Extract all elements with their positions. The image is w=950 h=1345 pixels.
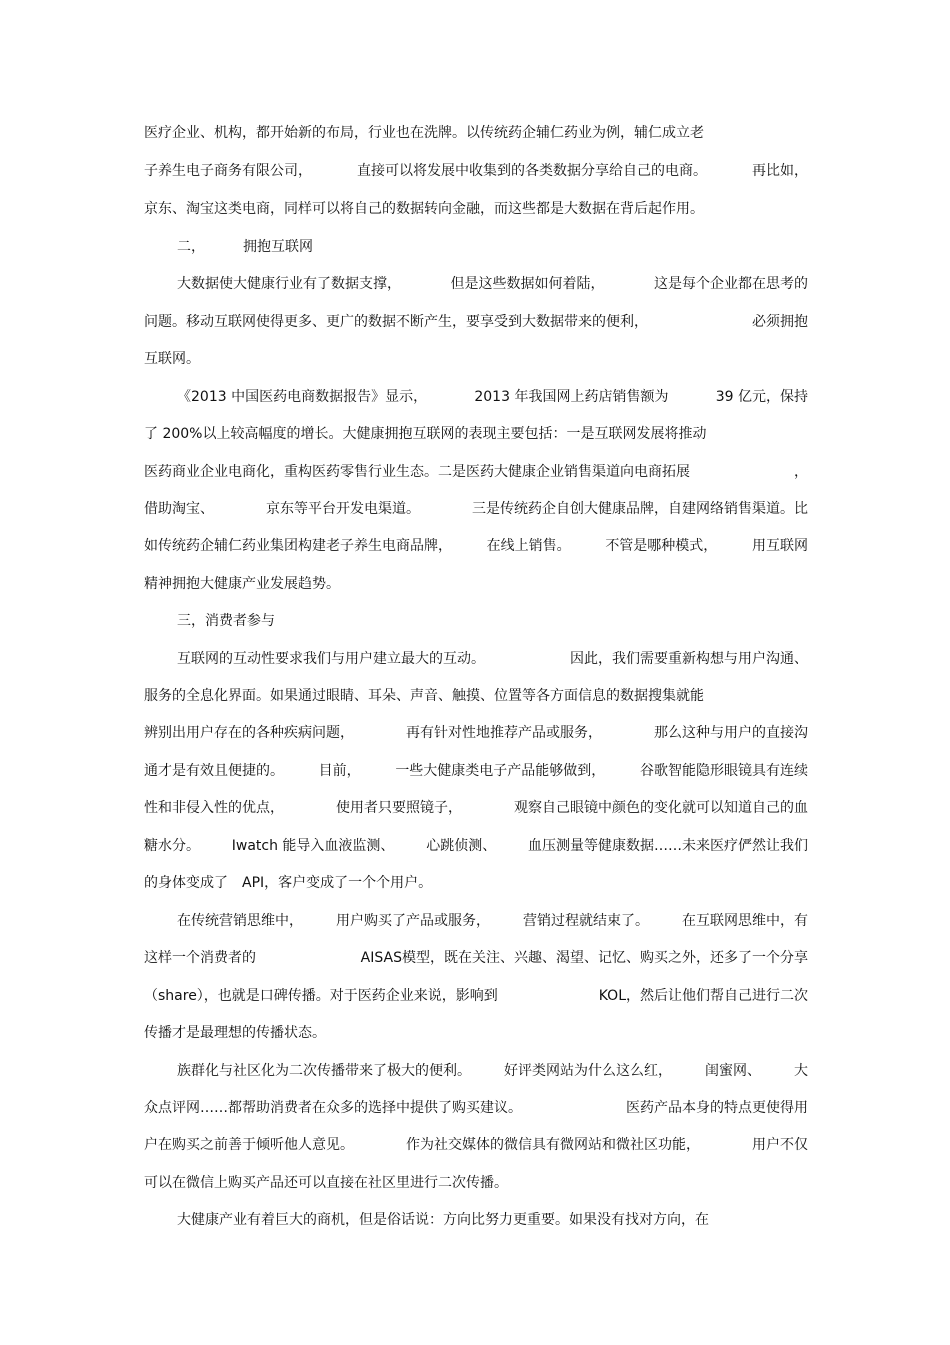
text-line: 辨别出用户存在的各种疾病问题， 再有针对性地推荐产品或服务， 那么这种与用户的直接沟 [144, 725, 808, 741]
section-heading: 三，消费者参与 [177, 613, 275, 629]
text-line: 京东、淘宝这类电商，同样可以将自己的数据转向金融，而这些都是大数据在背后起作用。 [144, 201, 704, 217]
text-line: 子养生电子商务有限公司， 直接可以将发展中收集到的各类数据分享给自己的电商。 再比如， [144, 163, 808, 179]
text-line: （share），也就是口碑传播。对于医药企业来说，影响到 KOL，然后让他们帮自己进行二次 [144, 988, 808, 1004]
text-line: 互联网。 [144, 351, 200, 367]
text-line: 传播才是最理想的传播状态。 [144, 1025, 326, 1041]
text-line: 性和非侵入性的优点， 使用者只要照镜子， 观察自己眼镜中颜色的变化就可以知道自己的血 [144, 800, 808, 816]
text-line: 医药商业企业电商化，重构医药零售行业生态。二是医药大健康企业销售渠道向电商拓展 ， [144, 464, 808, 480]
text-line: 大数据使大健康行业有了数据支撑， 但是这些数据如何着陆， 这是每个企业都在思考的 [177, 276, 808, 292]
text-line: 精神拥抱大健康产业发展趋势。 [144, 576, 340, 592]
text-line: 如传统药企辅仁药业集团构建老子养生电商品牌， 在线上销售。 不管是哪种模式， 用互联网 [144, 538, 808, 554]
text-line: 《2013 中国医药电商数据报告》显示， 2013 年我国网上药店销售额为 39 亿元，保持 [177, 389, 808, 405]
section-heading: 二， 拥抱互联网 [177, 239, 313, 255]
text-line: 这样一个消费者的 AISAS模型，既在关注、兴趣、渴望、记忆、购买之外，还多了一个分享 [144, 950, 808, 966]
text-line: 大健康产业有着巨大的商机，但是俗话说：方向比努力更重要。如果没有找对方向，在 [177, 1212, 709, 1228]
text-line: 户在购买之前善于倾听他人意见。 作为社交媒体的微信具有微网站和微社区功能， 用户不仅 [144, 1137, 808, 1153]
text-line: 的身体变成了 API，客户变成了一个个用户。 [144, 875, 433, 891]
text-line: 众点评网……都帮助消费者在众多的选择中提供了购买建议。 医药产品本身的特点更使得用 [144, 1100, 808, 1116]
text-line: 可以在微信上购买产品还可以直接在社区里进行二次传播。 [144, 1175, 508, 1191]
text-line: 族群化与社区化为二次传播带来了极大的便利。 好评类网站为什么这么红， 闺蜜网、 大 [177, 1063, 808, 1079]
text-line: 服务的全息化界面。如果通过眼睛、耳朵、声音、触摸、位置等各方面信息的数据搜集就能 [144, 688, 704, 704]
text-line: 借助淘宝、 京东等平台开发电渠道。 三是传统药企自创大健康品牌，自建网络销售渠道。比 [144, 501, 808, 517]
text-line: 了 200%以上较高幅度的增长。大健康拥抱互联网的表现主要包括：一是互联网发展将推动 [144, 426, 707, 442]
text-line: 互联网的互动性要求我们与用户建立最大的互动。 因此，我们需要重新构想与用户沟通、 [177, 651, 808, 667]
text-line: 糖水分。 Iwatch 能导入血液监测、 心跳侦测、 血压测量等健康数据……未来医疗俨然让我们 [144, 838, 808, 854]
text-line: 通才是有效且便捷的。 目前， 一些大健康类电子产品能够做到， 谷歌智能隐形眼镜具有连续 [144, 763, 808, 779]
text-line: 医疗企业、机构，都开始新的布局，行业也在洗牌。以传统药企辅仁药业为例，辅仁成立老 [144, 125, 704, 141]
text-line: 在传统营销思维中， 用户购买了产品或服务， 营销过程就结束了。 在互联网思维中，有 [177, 913, 808, 929]
text-line: 问题。移动互联网使得更多、更广的数据不断产生，要享受到大数据带来的便利， 必须拥抱 [144, 314, 808, 330]
